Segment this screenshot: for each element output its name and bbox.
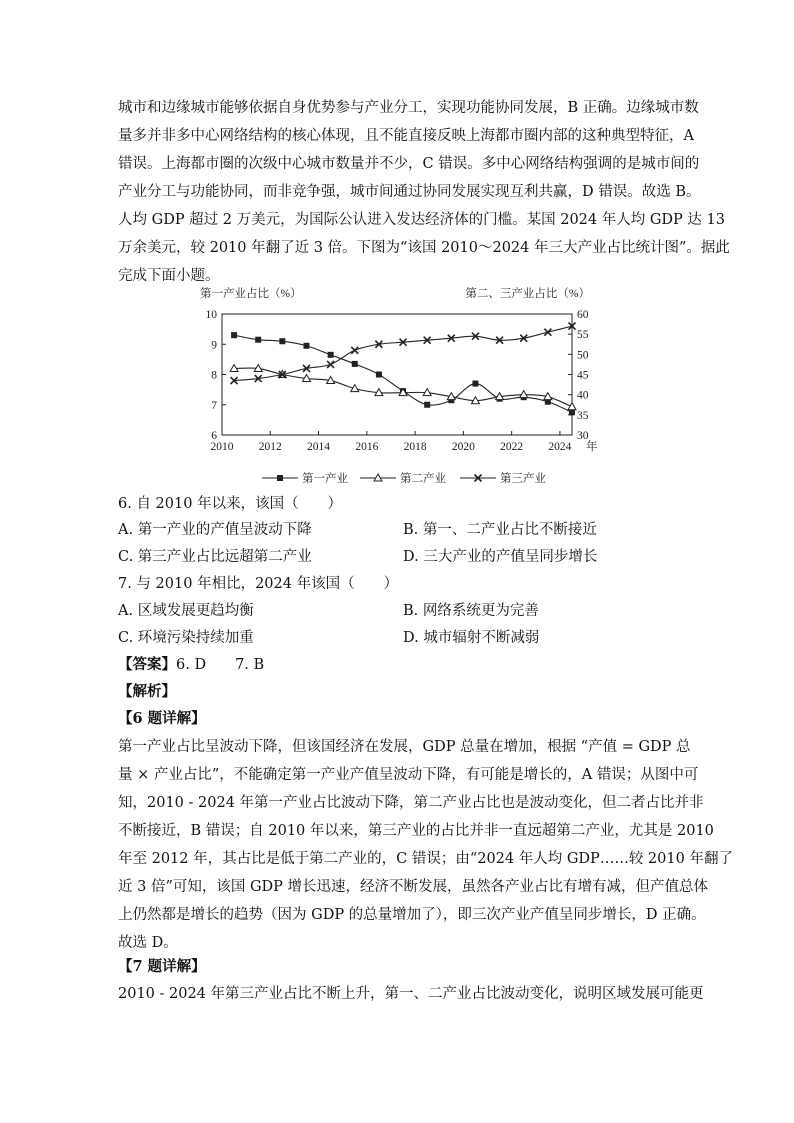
q6-option-a: A. 第一产业的产值呈波动下降 — [118, 522, 312, 538]
q6-option-d: D. 三大产业的产值呈同步增长 — [403, 549, 598, 565]
text-line: 完成下面小题。 — [118, 268, 220, 284]
data-point-primary — [376, 372, 382, 378]
data-point-primary — [424, 402, 430, 408]
text-line: 知，2010 - 2024 年第一产业占比波动下降，第二产业占比也是波动变化，但二者占比并非 — [118, 795, 704, 811]
text-line: 城市和边缘城市能够依据自身优势参与产业分工，实现功能协同发展，B 正确。边缘城市数 — [118, 100, 699, 116]
x-tick-label: 2010 — [210, 441, 234, 453]
industry-share-chart — [190, 284, 610, 490]
q6-detail-paragraph — [118, 733, 733, 957]
left-tick-label: 9 — [211, 339, 217, 352]
x-tick-label: 2022 — [500, 441, 524, 453]
left-tick-label: 6 — [211, 430, 217, 442]
text-line: 近 3 倍”可知，该国 GDP 增长迅速，经济不断发展，虽然各产业占比有增有减，但产值总体 — [118, 879, 709, 895]
data-point-secondary — [568, 403, 576, 410]
legend-label-secondary: 第二产业 — [400, 473, 446, 485]
x-tick-label: 2024 — [548, 441, 572, 453]
right-tick-label: 45 — [577, 369, 589, 382]
right-tick-label: 40 — [577, 389, 589, 402]
right-axis-title: 第二、三产业占比（%） — [465, 288, 590, 300]
legend-label-primary: 第一产业 — [302, 473, 348, 485]
text-line: 产业分工与功能协同，而非竞争强，城市间通过协同发展实现互利共赢，D 错误。故选 B。 — [118, 184, 701, 200]
q6-detail-label: 【6 题详解】 — [118, 710, 206, 727]
data-point-tertiary — [351, 347, 358, 354]
q6-stem: 6. 自 2010 年以来，该国（ ） — [118, 496, 343, 512]
q7-option-c: C. 环境污染持续加重 — [118, 630, 254, 646]
right-tick-label: 55 — [577, 329, 589, 342]
data-point-primary — [303, 343, 309, 349]
q7-detail-paragraph — [118, 980, 704, 1008]
right-tick-label: 35 — [577, 409, 589, 422]
text-line: 人均 GDP 超过 2 万美元，为国际公认进入发达经济体的门槛。某国 2024 年人均 GDP 达 13 — [118, 212, 725, 228]
intro-paragraph — [118, 94, 730, 290]
x-tick-label: 2014 — [307, 441, 331, 453]
right-tick-label: 60 — [577, 309, 589, 321]
q7-options-row-1 — [118, 599, 698, 625]
right-tick-label: 30 — [577, 430, 589, 442]
chart-svg — [190, 284, 610, 490]
text-line: 量多并非多中心网络结构的核心体现，且不能直接反映上海都市圈内部的这种典型特征，A — [118, 128, 694, 144]
q6-option-c: C. 第三产业占比远超第二产业 — [118, 549, 312, 565]
q7-options-row-2 — [118, 626, 698, 652]
q6-options-row-2 — [118, 545, 698, 571]
text-line: 上仍然都是增长的趋势（因为 GDP 的总量增加了），即三次产业产值呈同步增长，D 正确。 — [118, 907, 706, 923]
answer-label: 【答案】 — [118, 656, 176, 673]
right-tick-label: 50 — [577, 349, 589, 362]
q7-detail-label: 【7 题详解】 — [118, 958, 206, 975]
data-point-primary — [231, 332, 237, 338]
text-line: 量 × 产业占比”，不能确定第一产业产值呈波动下降，有可能是增长的，A 错误；从图中可 — [118, 767, 699, 783]
text-line: 年至 2012 年，其占比是低于第二产业的，C 错误；由“2024 年人均 GDP……较 2010 年翻了 — [118, 851, 733, 867]
x-tick-label: 2016 — [355, 441, 379, 453]
data-point-primary — [279, 338, 285, 344]
left-tick-label: 7 — [211, 399, 217, 412]
data-point-primary — [328, 352, 334, 358]
text-line: 第一产业占比呈波动下降，但该国经济在发展，GDP 总量在增加，根据 “产值 = GDP 总 — [118, 739, 691, 755]
data-point-primary — [255, 337, 261, 343]
text-line: 万余美元，较 2010 年翻了近 3 倍。下图为“该国 2010～2024 年三大产业占比统计图”。据此 — [118, 240, 730, 256]
data-point-tertiary — [327, 361, 334, 368]
x-tick-label: 2020 — [451, 441, 475, 453]
analysis-label: 【解析】 — [118, 683, 176, 700]
x-tick-label: 2018 — [403, 441, 427, 453]
left-axis-title: 第一产业占比（%） — [200, 288, 302, 300]
q7-option-b: B. 网络系统更为完善 — [403, 603, 539, 619]
q6-option-b: B. 第一、二产业占比不断接近 — [403, 522, 597, 538]
left-tick-label: 8 — [211, 369, 217, 382]
left-tick-label: 10 — [205, 309, 217, 321]
answer-text: 6. D 7. B — [176, 657, 265, 673]
data-point-primary — [352, 361, 358, 367]
text-line: 故选 D。 — [118, 935, 178, 951]
q6-options-row-1 — [118, 518, 698, 544]
legend-marker-primary — [277, 475, 283, 481]
plot-frame — [222, 314, 572, 435]
q7-stem: 7. 与 2010 年相比，2024 年该国（ ） — [118, 576, 399, 592]
text-line: 错误。上海都市圈的次级中心城市数量并不少，C 错误。多中心网络结构强调的是城市间的 — [118, 156, 700, 172]
q7-option-d: D. 城市辐射不断减弱 — [403, 630, 540, 646]
data-point-primary — [472, 381, 478, 387]
x-tick-label: 2012 — [258, 441, 282, 453]
legend-label-tertiary: 第三产业 — [500, 473, 546, 485]
text-line: 不断接近，B 错误；自 2010 年以来，第三产业的占比并非一直远超第二产业，尤其是 2010 — [118, 823, 714, 839]
x-unit-label: 年 — [586, 441, 598, 453]
answer-line — [118, 653, 264, 674]
text-line: 2010 - 2024 年第三产业占比不断上升，第一、二产业占比波动变化，说明区域发展可能更 — [118, 986, 704, 1002]
q7-option-a: A. 区域发展更趋均衡 — [118, 603, 254, 619]
data-point-tertiary — [544, 329, 551, 336]
